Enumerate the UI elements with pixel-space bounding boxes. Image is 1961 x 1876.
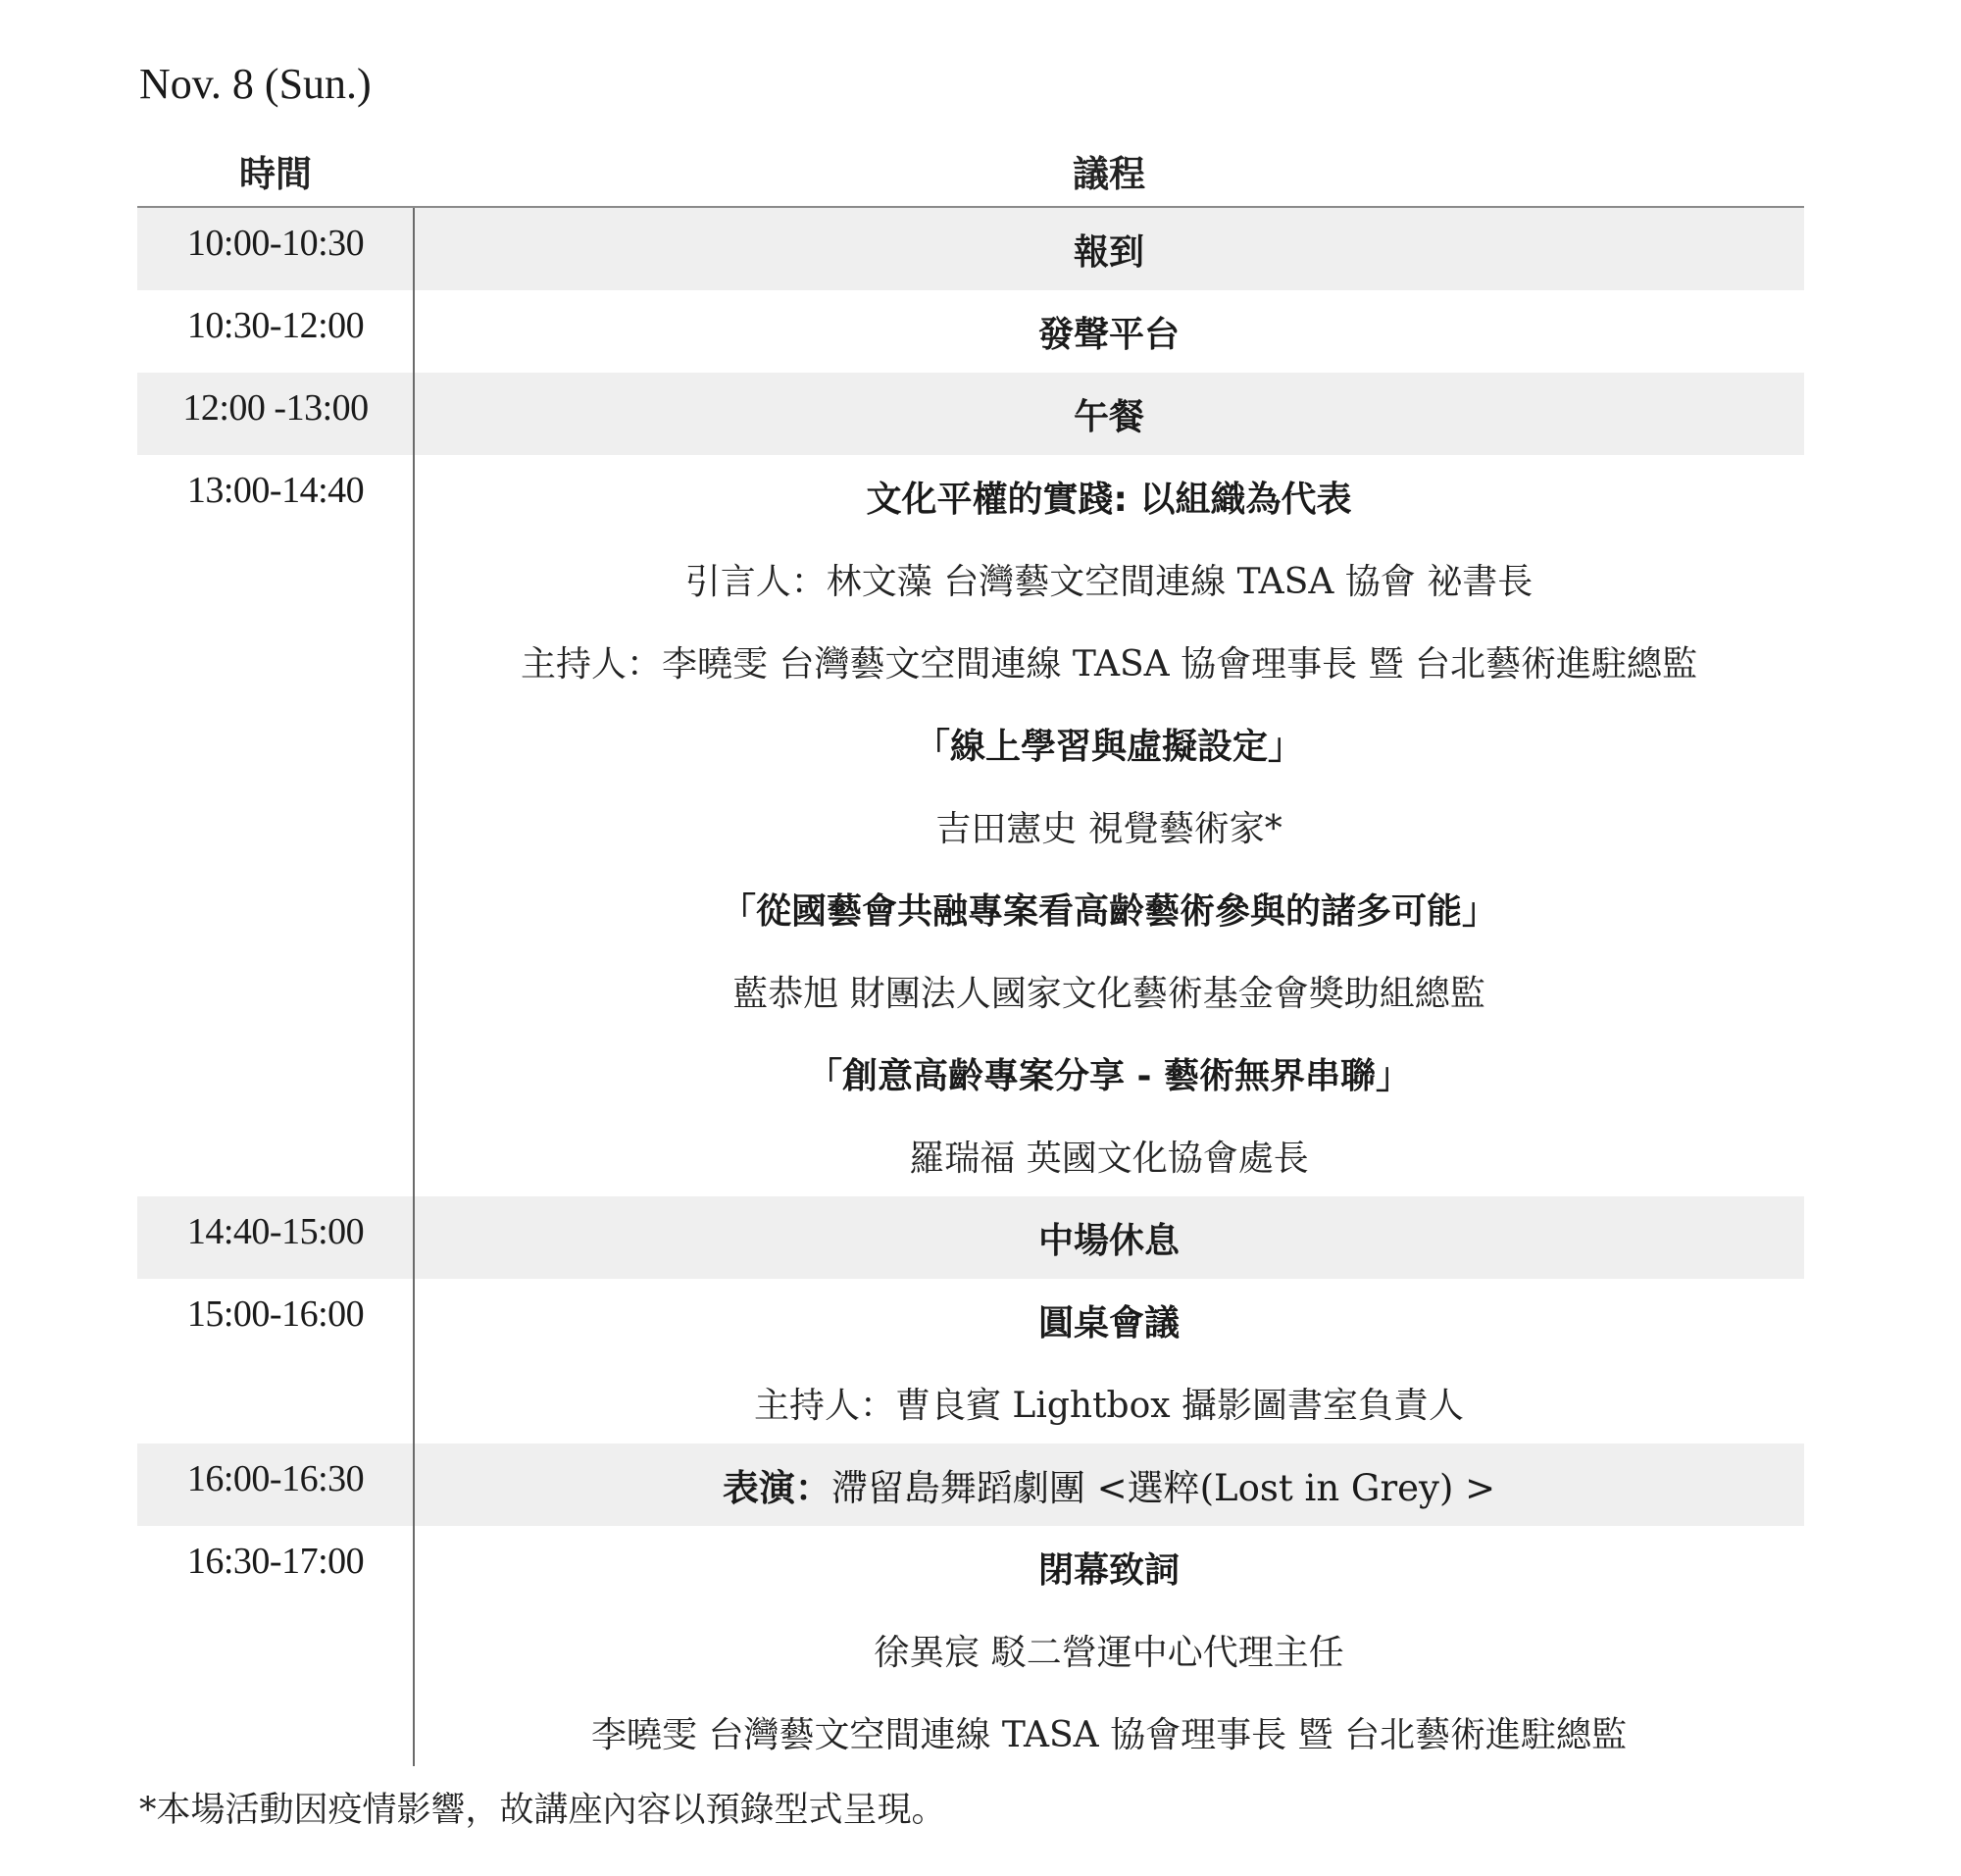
- table-row: [137, 1444, 1804, 1526]
- footnote: *本場活動因疫情影響，故講座內容以預錄型式呈現。: [139, 1791, 946, 1830]
- agenda-line-detail: 滯留島舞蹈劇團 <選粹(Lost in Grey) >: [830, 1467, 1496, 1509]
- agenda-speaker: 吉田憲史 視覺藝術家*: [935, 808, 1282, 849]
- table-body: [137, 208, 1804, 1773]
- agenda-speaker: 徐異宸 駁二營運中心代理主任: [874, 1632, 1344, 1673]
- schedule-table: [137, 135, 1804, 1773]
- agenda-cell: [414, 290, 1804, 373]
- agenda-cell: [414, 208, 1804, 290]
- agenda-title: 午餐: [1073, 396, 1144, 437]
- agenda-speaker: 李曉雯 台灣藝文空間連線 TASA 協會理事長 暨 台北藝術進駐總監: [591, 1714, 1627, 1755]
- table-row: [137, 1196, 1804, 1279]
- time-cell: 15:00-16:00: [186, 1293, 365, 1335]
- agenda-cell: [414, 1196, 1804, 1279]
- table-row: [137, 373, 1804, 455]
- table-header: [137, 135, 1804, 208]
- agenda-speaker: 藍恭旭 財團法人國家文化藝術基金會獎助組總監: [732, 973, 1485, 1014]
- date-heading: Nov. 8 (Sun.): [139, 60, 372, 108]
- agenda-title: 閉幕致詞: [1037, 1549, 1180, 1591]
- agenda-line-label: 表演：: [722, 1467, 831, 1509]
- table-row: [137, 455, 1804, 1196]
- agenda-cell: [414, 1526, 1804, 1773]
- time-cell: 13:00-14:40: [186, 470, 365, 511]
- agenda-speaker: 主持人：曹良賓 Lightbox 攝影圖書室負責人: [753, 1385, 1465, 1426]
- agenda-title: 發聲平台: [1037, 314, 1180, 355]
- table-row: [137, 1279, 1804, 1444]
- agenda-cell: [414, 455, 1804, 1196]
- table-row: [137, 1526, 1804, 1773]
- agenda-title: 圓桌會議: [1037, 1302, 1180, 1344]
- table-row: [137, 290, 1804, 373]
- time-cell: 16:30-17:00: [186, 1541, 365, 1582]
- agenda-line: [414, 1444, 1804, 1526]
- agenda-speaker: 羅瑞福 英國文化協會處長: [909, 1138, 1309, 1179]
- agenda-title: 「從國藝會共融專案看高齡藝術參與的諸多可能」: [720, 890, 1497, 932]
- time-cell: 14:40-15:00: [186, 1211, 365, 1252]
- agenda-title: 「線上學習與虛擬設定」: [914, 726, 1303, 767]
- agenda-title: 中場休息: [1037, 1220, 1180, 1261]
- agenda-speaker: 引言人：林文藻 台灣藝文空間連線 TASA 協會 祕書長: [684, 561, 1534, 602]
- time-cell: 10:30-12:00: [186, 305, 365, 346]
- time-cell: 10:00-10:30: [186, 223, 365, 264]
- agenda-title: 「創意高齡專案分享 - 藝術無界串聯」: [806, 1055, 1411, 1096]
- agenda-cell: [414, 1279, 1804, 1444]
- agenda-title: 報到: [1073, 231, 1144, 273]
- agenda-cell: [414, 1444, 1804, 1526]
- agenda-title: 文化平權的實踐: 以組織為代表: [866, 479, 1352, 520]
- time-cell: 16:00-16:30: [186, 1458, 365, 1499]
- time-column-header: 時間: [239, 153, 312, 195]
- table-row: [137, 208, 1804, 290]
- agenda-cell: [414, 373, 1804, 455]
- agenda-speaker: 主持人：李曉雯 台灣藝文空間連線 TASA 協會理事長 暨 台北藝術進駐總監: [521, 643, 1697, 684]
- time-cell: 12:00 -13:00: [182, 387, 369, 429]
- agenda-column-header: 議程: [1073, 153, 1145, 195]
